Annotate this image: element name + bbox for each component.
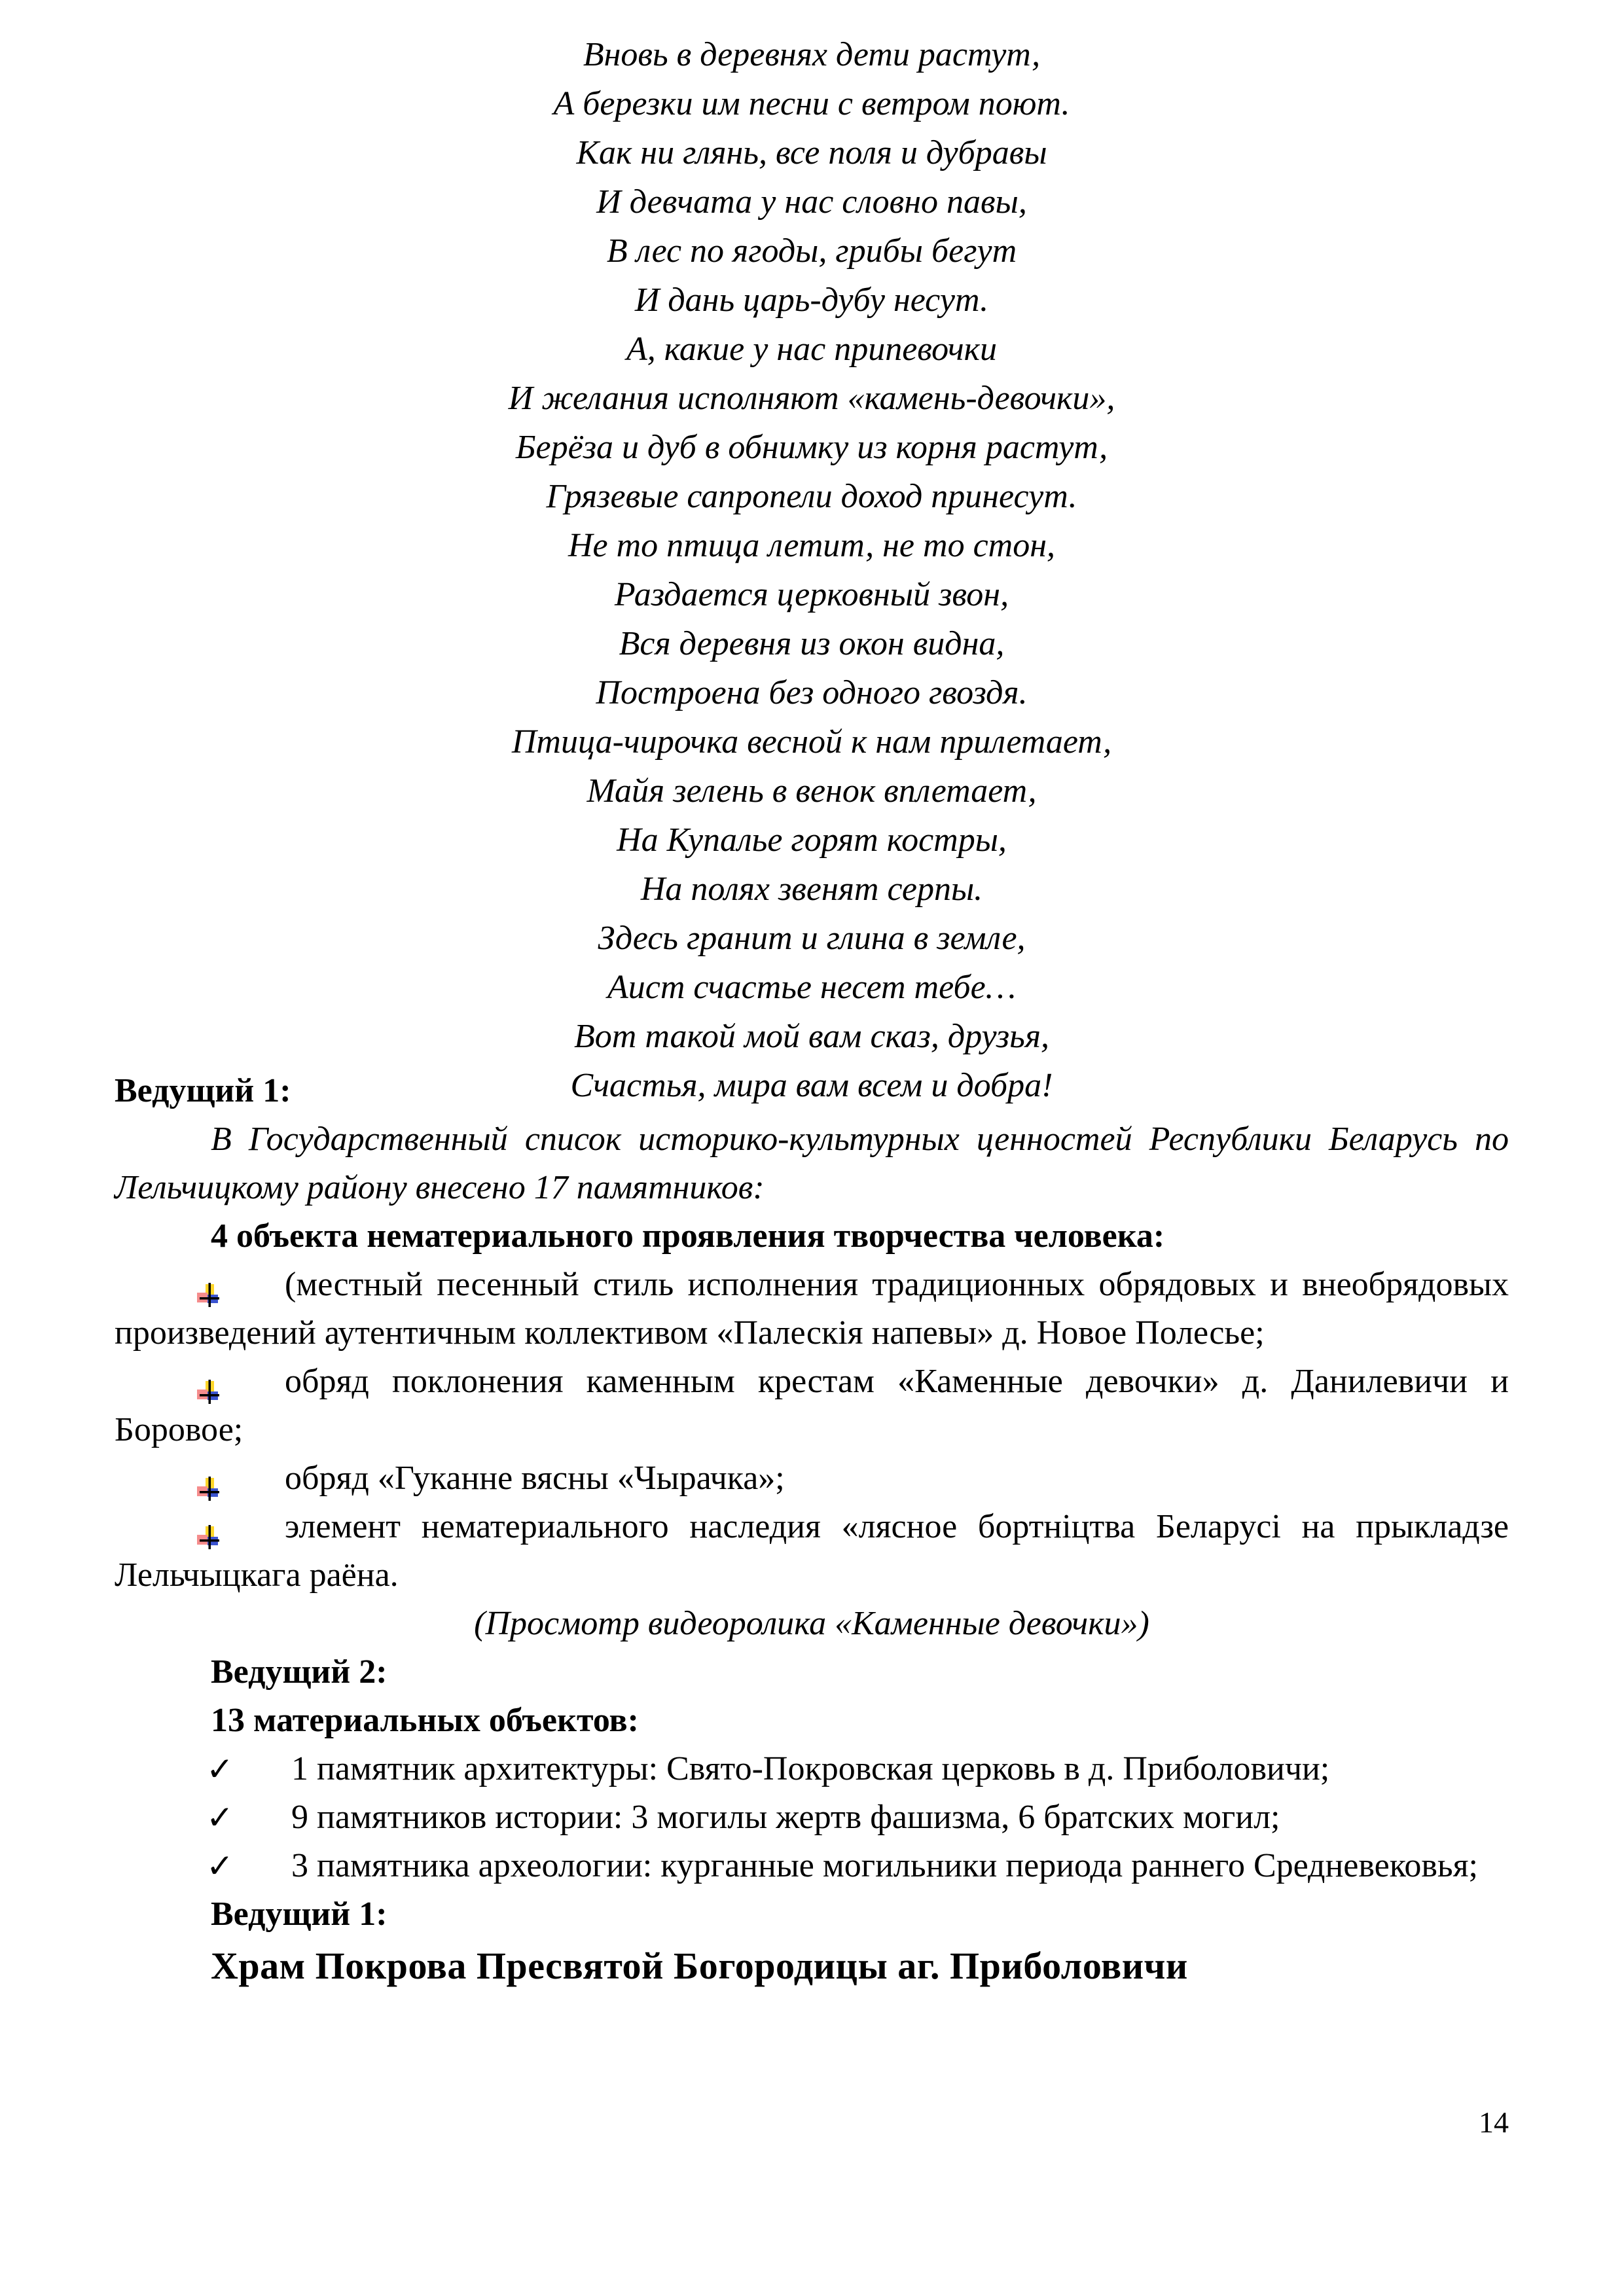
list-item-label: (местный песенный стиль исполнения традиционных обрядовых и внеобрядовых произведений аутентичным коллективом «Палескія напевы» д. Новое Полесье; [115, 1266, 1509, 1352]
poem-line: Здесь гранит и глина в земле, [598, 920, 1026, 957]
speaker-label-host-1-first: Ведущий 1: [115, 1072, 291, 1109]
poem-line: На полях звенят серпы. [640, 870, 983, 908]
poem-line: А, какие у нас припевочки [626, 331, 997, 368]
list-item-label: 9 памятников истории: 3 могилы жертв фашизма, 6 братских могил; [291, 1799, 1280, 1836]
list-item [115, 1357, 1509, 1454]
poem-line: Аист счастье несет тебе… [607, 969, 1016, 1006]
poem-block [115, 30, 1509, 1110]
temple-title: Храм Покрова Пресвятой Богородицы аг. Приболовичи [211, 1945, 1188, 1987]
poem-line: Вот такой мой вам сказ, друзья, [574, 1018, 1049, 1055]
poem-line: Раздается церковный звон, [614, 576, 1009, 613]
list-item [115, 1503, 1509, 1600]
colored-cross-bullet-icon [194, 1516, 221, 1542]
poem-line: И желания исполняют «камень-девочки», [508, 380, 1115, 417]
list-item-label: обряд «Гуканне вясны «Чырачка»; [285, 1460, 785, 1497]
poem-line: Счастья, мира вам всем и добра! [570, 1067, 1053, 1104]
poem-line: И дань царь-дубу несут. [634, 281, 989, 319]
subheading-intangible-objects: 4 объекта нематериального проявления творчества человека: [211, 1217, 1165, 1255]
poem-line: В лес по ягоды, грибы бегут [606, 232, 1017, 270]
body-content [115, 1067, 1509, 1994]
material-objects-list [115, 1745, 1509, 1890]
list-item-label: 3 памятника археологии: курганные могильники периода раннего Средневековья; [291, 1847, 1478, 1884]
poem-line: Вновь в деревнях дети растут, [583, 36, 1041, 73]
poem-line: Грязевые сапропели доход принесут. [546, 478, 1077, 515]
poem-line: Берёза и дуб в обнимку из корня растут, [515, 429, 1108, 466]
colored-cross-bullet-icon [194, 1371, 221, 1397]
speaker-label-host-2: Ведущий 2: [211, 1653, 388, 1691]
colored-cross-bullet-icon [194, 1467, 221, 1494]
check-bullet-icon: ✓ [206, 1847, 234, 1885]
speaker-label-host-1-second: Ведущий 1: [211, 1895, 388, 1933]
intro-paragraph: В Государственный список историко-культурных ценностей Республики Беларусь по Лельчицкому району внесено 17 памятников: [115, 1121, 1509, 1206]
poem-line: Не то птица летит, не то стон, [568, 527, 1055, 564]
check-bullet-icon: ✓ [206, 1799, 234, 1837]
poem-line: На Купалье горят костры, [617, 821, 1007, 859]
check-bullet-icon: ✓ [206, 1750, 234, 1788]
list-item [115, 1745, 1509, 1793]
poem-line: Вся деревня из окон видна, [619, 625, 1005, 662]
poem-line: Птица-чирочка весной к нам прилетает, [511, 723, 1112, 761]
subheading-material-objects: 13 материальных объектов: [211, 1702, 639, 1739]
intangible-objects-list [115, 1261, 1509, 1600]
poem-line: А березки им песни с ветром поют. [553, 85, 1070, 122]
list-item-label: элемент нематериального наследия «лясное бортніцтва Беларусі на прыкладзе Лельчыцкага раёна. [115, 1508, 1509, 1594]
poem-line: Майя зелень в венок вплетает, [586, 772, 1037, 810]
list-item [115, 1261, 1509, 1357]
poem-line: Как ни глянь, все поля и дубравы [576, 134, 1047, 171]
colored-cross-bullet-icon [194, 1274, 221, 1300]
list-item [115, 1842, 1509, 1890]
list-item [115, 1454, 1509, 1503]
poem-line: Построена без одного гвоздя. [596, 674, 1028, 711]
page-number: 14 [1479, 2106, 1509, 2139]
poem-line: И девчата у нас словно павы, [596, 183, 1027, 221]
list-item-label: обряд поклонения каменным крестам «Каменные девочки» д. Данилевичи и Боровое; [115, 1363, 1509, 1448]
list-item [115, 1793, 1509, 1842]
video-watch-note: (Просмотр видеоролика «Каменные девочки») [474, 1605, 1149, 1642]
list-item-label: 1 памятник архитектуры: Свято-Покровская церковь в д. Приболовичи; [291, 1750, 1330, 1787]
